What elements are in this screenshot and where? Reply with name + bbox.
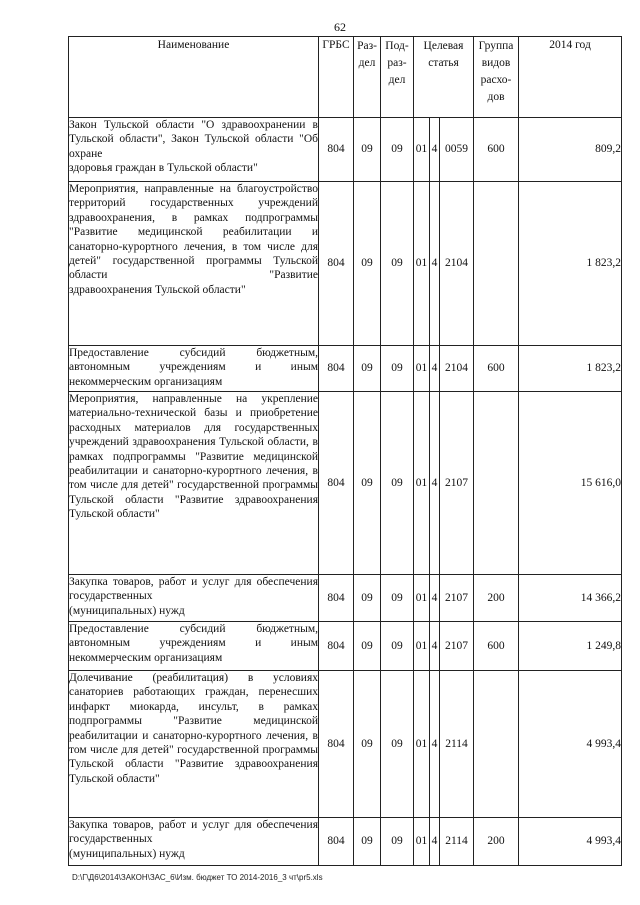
row-cs-code: 0059: [440, 118, 474, 182]
row-razdel: 09: [354, 575, 381, 622]
row-grbs: 804: [319, 182, 354, 346]
row-razdel: 09: [354, 622, 381, 671]
row-amount: 15 616,0: [519, 392, 622, 575]
row-podrazdel: 09: [381, 575, 414, 622]
table-row: [69, 622, 622, 671]
row-vid-rashodov: 600: [474, 622, 519, 671]
row-podrazdel: 09: [381, 182, 414, 346]
row-amount: 4 993,4: [519, 818, 622, 866]
row-grbs: 804: [319, 392, 354, 575]
header-year: 2014 год: [519, 37, 622, 118]
table-row: [69, 392, 622, 575]
row-podrazdel: 09: [381, 671, 414, 818]
row-razdel: 09: [354, 346, 381, 392]
row-vid-rashodov: [474, 182, 519, 346]
row-vid-rashodov: 600: [474, 118, 519, 182]
row-vid-rashodov: [474, 392, 519, 575]
budget-table: [68, 36, 622, 866]
table-row: [69, 182, 622, 346]
row-cs-subprogram: 4: [430, 346, 440, 392]
row-podrazdel: 09: [381, 392, 414, 575]
row-name: Предоставление субсидий бюджетным, автономным учреждениям и иным некоммерческим организациям: [69, 346, 319, 392]
row-cs-program: 01: [414, 346, 430, 392]
row-cs-subprogram: 4: [430, 671, 440, 818]
row-podrazdel: 09: [381, 346, 414, 392]
row-cs-subprogram: 4: [430, 818, 440, 866]
row-cs-program: 01: [414, 118, 430, 182]
row-razdel: 09: [354, 392, 381, 575]
row-name: Предоставление субсидий бюджетным, автономным учреждениям и иным некоммерческим организациям: [69, 622, 319, 671]
row-grbs: 804: [319, 346, 354, 392]
header-grbs: ГРБС: [319, 37, 354, 118]
row-grbs: 804: [319, 818, 354, 866]
row-name: Закупка товаров, работ и услуг для обеспечения государственных (муниципальных) нужд: [69, 575, 319, 622]
row-amount: 14 366,2: [519, 575, 622, 622]
row-podrazdel: 09: [381, 818, 414, 866]
table-header-row: [69, 37, 622, 118]
row-cs-code: 2104: [440, 346, 474, 392]
page-number: 62: [334, 20, 346, 34]
row-cs-code: 2114: [440, 671, 474, 818]
row-cs-subprogram: 4: [430, 182, 440, 346]
row-vid-rashodov: 200: [474, 818, 519, 866]
row-cs-program: 01: [414, 182, 430, 346]
row-cs-program: 01: [414, 818, 430, 866]
row-grbs: 804: [319, 575, 354, 622]
row-cs-code: 2114: [440, 818, 474, 866]
row-name: Мероприятия, направленные на укрепление материально-технической базы и приобретение расходных материалов для государственных учреждений здравоохранения Тульской области, в рамках подпрограммы "Развитие медицинской реабилитации и санаторно-курортного лечения, в том числе для детей" государственной программы Тульской области "Развитие здравоохранения Тульской области": [69, 392, 319, 575]
table-row: [69, 575, 622, 622]
row-cs-program: 01: [414, 671, 430, 818]
row-amount: 1 823,2: [519, 346, 622, 392]
row-podrazdel: 09: [381, 118, 414, 182]
table-row: [69, 818, 622, 866]
row-cs-code: 2107: [440, 575, 474, 622]
row-cs-code: 2107: [440, 392, 474, 575]
row-amount: 809,2: [519, 118, 622, 182]
row-vid-rashodov: [474, 671, 519, 818]
row-razdel: 09: [354, 671, 381, 818]
row-razdel: 09: [354, 818, 381, 866]
header-podrazdel: Под- раз- дел: [381, 37, 414, 118]
row-grbs: 804: [319, 671, 354, 818]
row-vid-rashodov: 600: [474, 346, 519, 392]
row-cs-program: 01: [414, 392, 430, 575]
header-celevaya-statya: Целевая статья: [414, 37, 474, 118]
row-cs-subprogram: 4: [430, 118, 440, 182]
row-grbs: 804: [319, 622, 354, 671]
header-gruppa-vidov: Группа видов расхо- дов: [474, 37, 519, 118]
row-razdel: 09: [354, 118, 381, 182]
row-cs-program: 01: [414, 575, 430, 622]
row-cs-code: 2104: [440, 182, 474, 346]
header-name: Наименование: [69, 37, 319, 118]
row-amount: 4 993,4: [519, 671, 622, 818]
row-name: Долечивание (реабилитация) в условиях санаториев работающих граждан, перенесших инфаркт миокарда, инсульт, в рамках подпрограммы "Развитие медицинской реабилитации и санаторно-курортного лечения, в том числе для детей" государственной программы Тульской области "Развитие здравоохранения Тульской области": [69, 671, 319, 818]
row-vid-rashodov: 200: [474, 575, 519, 622]
row-name: Закон Тульской области "О здравоохранении в Тульской области", Закон Тульской области "Об охране здоровья граждан в Тульской области": [69, 118, 319, 182]
row-amount: 1 249,8: [519, 622, 622, 671]
row-cs-subprogram: 4: [430, 575, 440, 622]
row-name: Закупка товаров, работ и услуг для обеспечения государственных (муниципальных) нужд: [69, 818, 319, 866]
row-cs-program: 01: [414, 622, 430, 671]
row-cs-code: 2107: [440, 622, 474, 671]
row-grbs: 804: [319, 118, 354, 182]
table-row: [69, 671, 622, 818]
row-razdel: 09: [354, 182, 381, 346]
table-row: [69, 118, 622, 182]
file-path-footer: D:\Г\Д6\2014\ЗАКОН\ЗАС_6\Изм. бюджет ТО 2014-2016_3 чт\pr5.xls: [72, 873, 323, 882]
row-cs-subprogram: 4: [430, 622, 440, 671]
row-cs-subprogram: 4: [430, 392, 440, 575]
table-row: [69, 346, 622, 392]
header-razdel: Раз- дел: [354, 37, 381, 118]
row-podrazdel: 09: [381, 622, 414, 671]
row-amount: 1 823,2: [519, 182, 622, 346]
row-name: Мероприятия, направленные на благоустройство территорий государственных учреждений здравоохранения, в рамках подпрограммы "Развитие медицинской реабилитации и санаторно-курортного лечения, в том числе для детей" государственной программы Тульской области "Развитие здравоохранения Тульской области": [69, 182, 319, 346]
